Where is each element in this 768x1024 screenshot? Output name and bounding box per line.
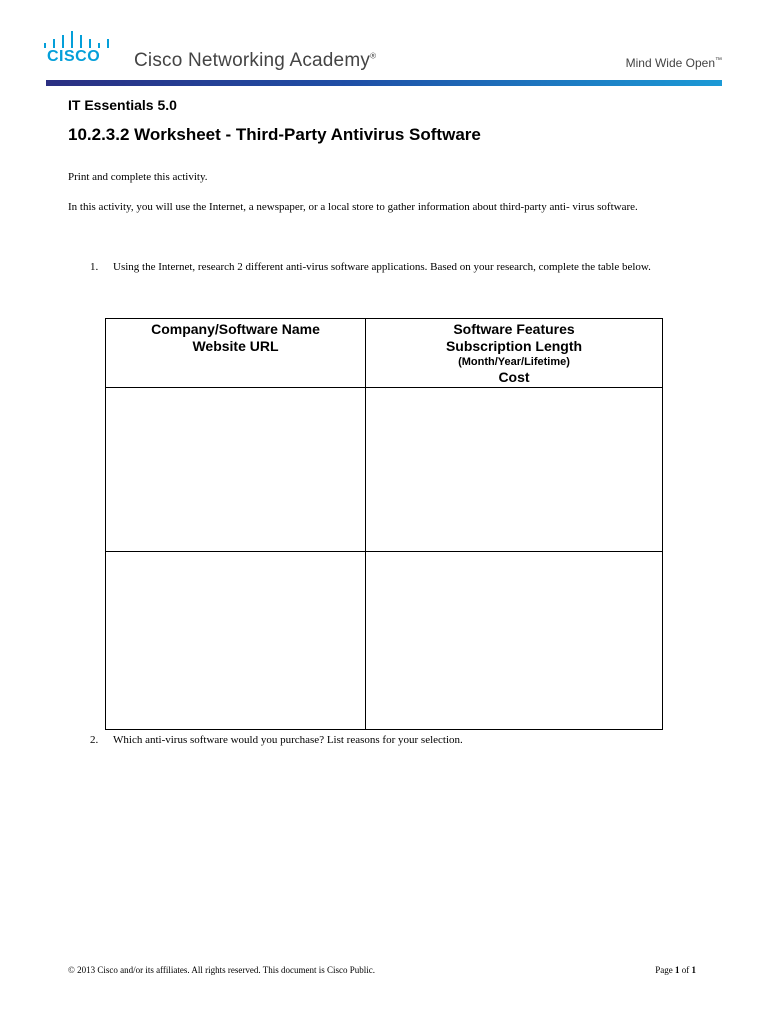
- tagline: Mind Wide Open™: [625, 56, 722, 70]
- intro-line-1: Print and complete this activity.: [68, 171, 208, 183]
- table-cell-row1-col1[interactable]: [106, 388, 366, 552]
- intro-line-2: In this activity, you will use the Internet, a newspaper, or a local store to gather information about third-party anti- virus software.: [68, 201, 638, 213]
- logo-bars-icon: [44, 30, 116, 48]
- question-number: 1.: [90, 261, 99, 273]
- logo-text: CISCO: [47, 48, 101, 65]
- question-1: [90, 260, 660, 290]
- header-divider: [46, 80, 722, 86]
- header-subscription-options: (Month/Year/Lifetime): [458, 356, 570, 368]
- course-title: IT Essentials 5.0: [68, 97, 177, 113]
- table-header-col2: [366, 319, 663, 388]
- brand-name: Cisco Networking Academy®: [134, 50, 377, 71]
- table-cell-row2-col2[interactable]: [366, 552, 663, 730]
- research-table: [105, 318, 663, 730]
- table-cell-row1-col2[interactable]: [366, 388, 663, 552]
- header-website-url: Website URL: [192, 338, 279, 354]
- question-text: Which anti-virus software would you purchase? List reasons for your selection.: [113, 734, 463, 746]
- copyright-notice: © 2013 Cisco and/or its affiliates. All rights reserved. This document is Cisco Public.: [68, 965, 375, 975]
- header-cost: Cost: [498, 369, 530, 385]
- worksheet-title: 10.2.3.2 Worksheet - Third-Party Antivirus Software: [68, 125, 481, 144]
- table-cell-row2-col1[interactable]: [106, 552, 366, 730]
- header-software-features: Software Features: [453, 321, 575, 337]
- question-text: Using the Internet, research 2 different anti-virus software applications. Based on your research, complete the table below.: [113, 261, 651, 273]
- page-indicator: Page 1 of 1: [655, 965, 696, 975]
- cisco-logo: [44, 30, 116, 66]
- question-2: [90, 733, 660, 749]
- question-number: 2.: [90, 734, 99, 746]
- header-company-name: Company/Software Name: [151, 321, 320, 337]
- header-subscription-length: Subscription Length: [445, 338, 583, 354]
- table-header-col1: [106, 319, 366, 388]
